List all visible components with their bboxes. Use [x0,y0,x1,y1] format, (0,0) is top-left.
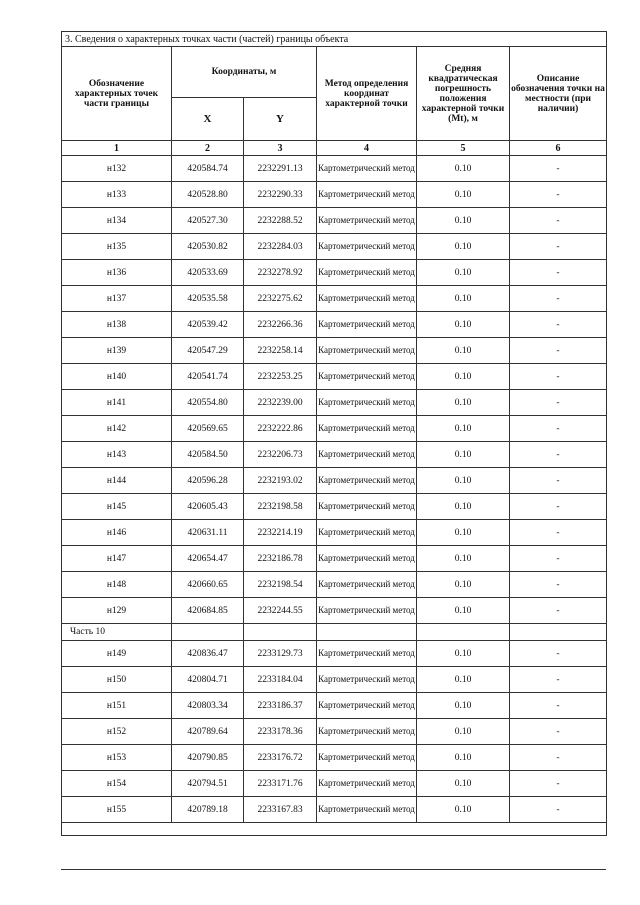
table-row [62,260,607,286]
header-y: Y [244,98,317,141]
table-row [62,312,607,338]
table-row [62,797,607,823]
mean-error-cell: 0.10 [417,546,510,572]
point-id-cell: н137 [62,286,172,312]
table-row [62,745,607,771]
point-id-cell: н150 [62,667,172,693]
x-coordinate-cell: 420596.28 [172,468,244,494]
table-row [62,338,607,364]
header-description: Описание обозначения точки на местности (при наличии) [510,47,607,141]
method-cell: Картометрический метод [317,286,417,312]
mean-error-cell: 0.10 [417,182,510,208]
y-coordinate-cell: 2233167.83 [244,797,317,823]
x-coordinate-cell: 420547.29 [172,338,244,364]
method-cell: Картометрический метод [317,312,417,338]
x-coordinate-cell: 420530.82 [172,234,244,260]
y-coordinate-cell: 2232291.13 [244,156,317,182]
y-coordinate-cell: 2233178.36 [244,719,317,745]
y-coordinate-cell: 2233176.72 [244,745,317,771]
x-coordinate-cell: 420554.80 [172,390,244,416]
part-label: Часть 10 [62,624,172,641]
method-cell: Картометрический метод [317,797,417,823]
description-cell: - [510,468,607,494]
y-coordinate-cell: 2232214.19 [244,520,317,546]
method-cell: Картометрический метод [317,641,417,667]
table-row [62,156,607,182]
column-number-row [62,141,607,156]
x-coordinate-cell: 420794.51 [172,771,244,797]
description-cell: - [510,338,607,364]
table-caption: 3. Сведения о характерных точках части (частей) границы объекта [62,32,607,47]
y-coordinate-cell: 2233186.37 [244,693,317,719]
table-row [62,641,607,667]
y-coordinate-cell: 2232198.58 [244,494,317,520]
header-method: Метод определения координат характерной точки [317,47,417,141]
x-coordinate-cell: 420533.69 [172,260,244,286]
table-row [62,572,607,598]
mean-error-cell: 0.10 [417,208,510,234]
mean-error-cell: 0.10 [417,641,510,667]
method-cell: Картометрический метод [317,667,417,693]
description-cell: - [510,364,607,390]
mean-error-cell: 0.10 [417,156,510,182]
method-cell: Картометрический метод [317,494,417,520]
method-cell: Картометрический метод [317,234,417,260]
method-cell: Картометрический метод [317,260,417,286]
point-id-cell: н141 [62,390,172,416]
point-id-cell: н142 [62,416,172,442]
empty-cell [244,624,317,641]
description-cell: - [510,416,607,442]
point-id-cell: н145 [62,494,172,520]
column-number: 1 [62,141,172,156]
x-coordinate-cell: 420528.80 [172,182,244,208]
point-id-cell: н129 [62,598,172,624]
empty-cell [317,624,417,641]
column-number: 4 [317,141,417,156]
y-coordinate-cell: 2232266.36 [244,312,317,338]
x-coordinate-cell: 420803.34 [172,693,244,719]
description-cell: - [510,390,607,416]
mean-error-cell: 0.10 [417,797,510,823]
method-cell: Картометрический метод [317,572,417,598]
description-cell: - [510,771,607,797]
method-cell: Картометрический метод [317,442,417,468]
description-cell: - [510,572,607,598]
mean-error-cell: 0.10 [417,312,510,338]
header-mean-error: Средняя квадратическая погрешность положения характерной точки (Mt), м [417,47,510,141]
table-caption-row [62,32,607,47]
table-row [62,693,607,719]
table-row [62,520,607,546]
part-header-row [62,624,607,641]
mean-error-cell: 0.10 [417,468,510,494]
point-id-cell: н132 [62,156,172,182]
point-id-cell: н144 [62,468,172,494]
point-id-cell: н153 [62,745,172,771]
description-cell: - [510,745,607,771]
y-coordinate-cell: 2233171.76 [244,771,317,797]
mean-error-cell: 0.10 [417,234,510,260]
method-cell: Картометрический метод [317,745,417,771]
header-x: X [172,98,244,141]
description-cell: - [510,260,607,286]
description-cell: - [510,641,607,667]
description-cell: - [510,693,607,719]
description-cell: - [510,156,607,182]
method-cell: Картометрический метод [317,338,417,364]
x-coordinate-cell: 420790.85 [172,745,244,771]
table-row [62,390,607,416]
point-id-cell: н133 [62,182,172,208]
boundary-points-table [61,31,607,836]
table-row [62,719,607,745]
mean-error-cell: 0.10 [417,598,510,624]
table-row [62,208,607,234]
table-row [62,667,607,693]
x-coordinate-cell: 420660.65 [172,572,244,598]
mean-error-cell: 0.10 [417,667,510,693]
point-id-cell: н152 [62,719,172,745]
point-id-cell: н146 [62,520,172,546]
description-cell: - [510,182,607,208]
table-row [62,286,607,312]
y-coordinate-cell: 2232290.33 [244,182,317,208]
x-coordinate-cell: 420539.42 [172,312,244,338]
y-coordinate-cell: 2232222.86 [244,416,317,442]
mean-error-cell: 0.10 [417,693,510,719]
y-coordinate-cell: 2232186.78 [244,546,317,572]
footer-divider [61,869,606,870]
table-row [62,416,607,442]
mean-error-cell: 0.10 [417,286,510,312]
method-cell: Картометрический метод [317,208,417,234]
y-coordinate-cell: 2232206.73 [244,442,317,468]
method-cell: Картометрический метод [317,771,417,797]
x-coordinate-cell: 420836.47 [172,641,244,667]
x-coordinate-cell: 420631.11 [172,520,244,546]
point-id-cell: н154 [62,771,172,797]
empty-cell [62,823,607,836]
empty-cell [417,624,510,641]
method-cell: Картометрический метод [317,416,417,442]
x-coordinate-cell: 420804.71 [172,667,244,693]
method-cell: Картометрический метод [317,156,417,182]
method-cell: Картометрический метод [317,468,417,494]
table-row [62,442,607,468]
mean-error-cell: 0.10 [417,572,510,598]
mean-error-cell: 0.10 [417,390,510,416]
column-number: 5 [417,141,510,156]
mean-error-cell: 0.10 [417,494,510,520]
point-id-cell: н143 [62,442,172,468]
point-id-cell: н134 [62,208,172,234]
y-coordinate-cell: 2232198.54 [244,572,317,598]
column-number: 2 [172,141,244,156]
mean-error-cell: 0.10 [417,745,510,771]
description-cell: - [510,520,607,546]
y-coordinate-cell: 2232253.25 [244,364,317,390]
mean-error-cell: 0.10 [417,719,510,745]
description-cell: - [510,667,607,693]
point-id-cell: н151 [62,693,172,719]
x-coordinate-cell: 420789.64 [172,719,244,745]
method-cell: Картометрический метод [317,546,417,572]
description-cell: - [510,286,607,312]
description-cell: - [510,442,607,468]
description-cell: - [510,312,607,338]
header-point-designation: Обозначение характерных точек части границы [62,47,172,141]
blank-row [62,823,607,836]
column-number: 3 [244,141,317,156]
point-id-cell: н139 [62,338,172,364]
point-id-cell: н140 [62,364,172,390]
description-cell: - [510,719,607,745]
x-coordinate-cell: 420584.50 [172,442,244,468]
description-cell: - [510,234,607,260]
x-coordinate-cell: 420605.43 [172,494,244,520]
table-row [62,494,607,520]
method-cell: Картометрический метод [317,598,417,624]
y-coordinate-cell: 2233129.73 [244,641,317,667]
method-cell: Картометрический метод [317,364,417,390]
description-cell: - [510,546,607,572]
table-row [62,182,607,208]
table-row [62,598,607,624]
point-id-cell: н136 [62,260,172,286]
column-number: 6 [510,141,607,156]
x-coordinate-cell: 420584.74 [172,156,244,182]
description-cell: - [510,208,607,234]
y-coordinate-cell: 2232239.00 [244,390,317,416]
point-id-cell: н138 [62,312,172,338]
y-coordinate-cell: 2232275.62 [244,286,317,312]
header-row [62,47,607,98]
mean-error-cell: 0.10 [417,416,510,442]
y-coordinate-cell: 2233184.04 [244,667,317,693]
method-cell: Картометрический метод [317,390,417,416]
method-cell: Картометрический метод [317,693,417,719]
y-coordinate-cell: 2232193.02 [244,468,317,494]
method-cell: Картометрический метод [317,719,417,745]
description-cell: - [510,494,607,520]
document-page [61,31,606,836]
point-id-cell: н149 [62,641,172,667]
mean-error-cell: 0.10 [417,260,510,286]
table-row [62,468,607,494]
empty-cell [172,624,244,641]
mean-error-cell: 0.10 [417,771,510,797]
point-id-cell: н147 [62,546,172,572]
x-coordinate-cell: 420569.65 [172,416,244,442]
description-cell: - [510,797,607,823]
table-row [62,234,607,260]
table-row [62,546,607,572]
mean-error-cell: 0.10 [417,364,510,390]
point-id-cell: н155 [62,797,172,823]
mean-error-cell: 0.10 [417,520,510,546]
table-row [62,771,607,797]
x-coordinate-cell: 420684.85 [172,598,244,624]
mean-error-cell: 0.10 [417,338,510,364]
x-coordinate-cell: 420527.30 [172,208,244,234]
x-coordinate-cell: 420535.58 [172,286,244,312]
y-coordinate-cell: 2232288.52 [244,208,317,234]
y-coordinate-cell: 2232284.03 [244,234,317,260]
x-coordinate-cell: 420541.74 [172,364,244,390]
y-coordinate-cell: 2232258.14 [244,338,317,364]
point-id-cell: н148 [62,572,172,598]
y-coordinate-cell: 2232278.92 [244,260,317,286]
method-cell: Картометрический метод [317,520,417,546]
empty-cell [510,624,607,641]
method-cell: Картометрический метод [317,182,417,208]
y-coordinate-cell: 2232244.55 [244,598,317,624]
x-coordinate-cell: 420654.47 [172,546,244,572]
x-coordinate-cell: 420789.18 [172,797,244,823]
description-cell: - [510,598,607,624]
mean-error-cell: 0.10 [417,442,510,468]
header-coordinates: Координаты, м [172,47,317,98]
table-row [62,364,607,390]
point-id-cell: н135 [62,234,172,260]
